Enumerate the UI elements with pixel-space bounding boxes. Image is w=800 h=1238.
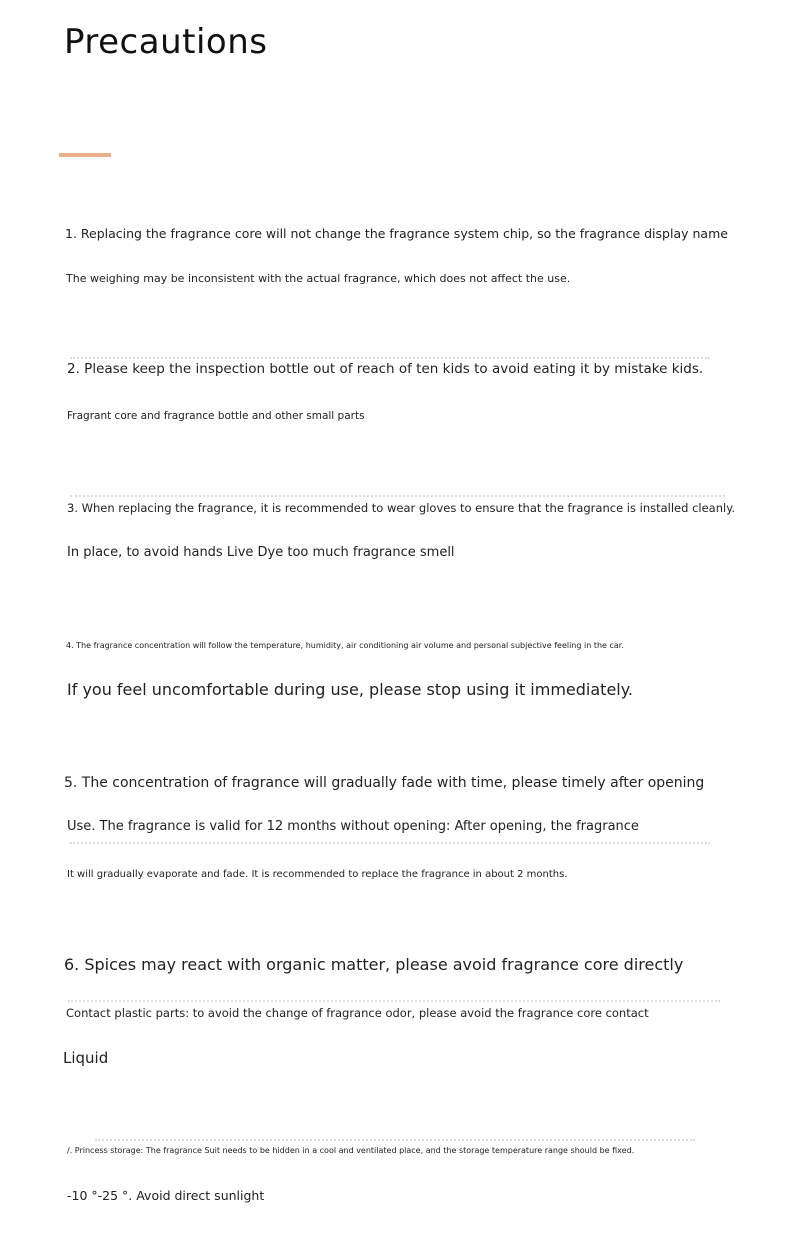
precaution-5-line-1: 5. The concentration of fragrance will gradually fade with time, please timely after opening: [64, 775, 705, 791]
precaution-5-ghost-strike: [70, 842, 710, 846]
precaution-7-ghost-strike: [95, 1139, 695, 1143]
precaution-5-line-2: Use. The fragrance is valid for 12 months without opening: After opening, the fragrance: [67, 819, 639, 834]
precaution-2-line-1: 2. Please keep the inspection bottle out of reach of ten kids to avoid eating it by mistake kids.: [67, 361, 704, 377]
precaution-3-line-2: In place, to avoid hands Live Dye too much fragrance smell: [67, 545, 455, 560]
precaution-3-ghost-strike: [70, 495, 725, 499]
title-accent-bar: [59, 153, 111, 157]
precaution-6-line-3: Liquid: [63, 1049, 109, 1067]
precaution-6-ghost-strike: [68, 1000, 720, 1004]
precaution-6-line-2: Contact plastic parts: to avoid the change of fragrance odor, please avoid the fragrance core contact: [66, 1006, 649, 1020]
precaution-2-line-2: Fragrant core and fragrance bottle and other small parts: [67, 410, 365, 422]
precaution-6-line-1: 6. Spices may react with organic matter, please avoid fragrance core directly: [64, 955, 684, 974]
precaution-4-line-2: If you feel uncomfortable during use, please stop using it immediately.: [67, 680, 633, 699]
precaution-1-line-1: 1. Replacing the fragrance core will not change the fragrance system chip, so the fragrance display name: [65, 226, 728, 241]
precaution-1-line-2: The weighing may be inconsistent with the actual fragrance, which does not affect the use.: [66, 272, 571, 285]
precaution-5-line-3: It will gradually evaporate and fade. It is recommended to replace the fragrance in about 2 months.: [67, 869, 568, 880]
precaution-7-line-2: -10 °-25 °. Avoid direct sunlight: [67, 1188, 265, 1203]
precaution-4-line-1: 4. The fragrance concentration will follow the temperature, humidity, air conditioning air volume and personal subjective feeling in the car.: [66, 641, 624, 650]
precaution-7-line-1: /. Princess storage: The fragrance Suit needs to be hidden in a cool and ventilated place, and the storage temperature range should be fixed.: [67, 1146, 635, 1155]
page-title: Precautions: [64, 22, 268, 62]
precaution-3-line-1: 3. When replacing the fragrance, it is recommended to wear gloves to ensure that the fragrance is installed cleanly.: [67, 501, 736, 515]
